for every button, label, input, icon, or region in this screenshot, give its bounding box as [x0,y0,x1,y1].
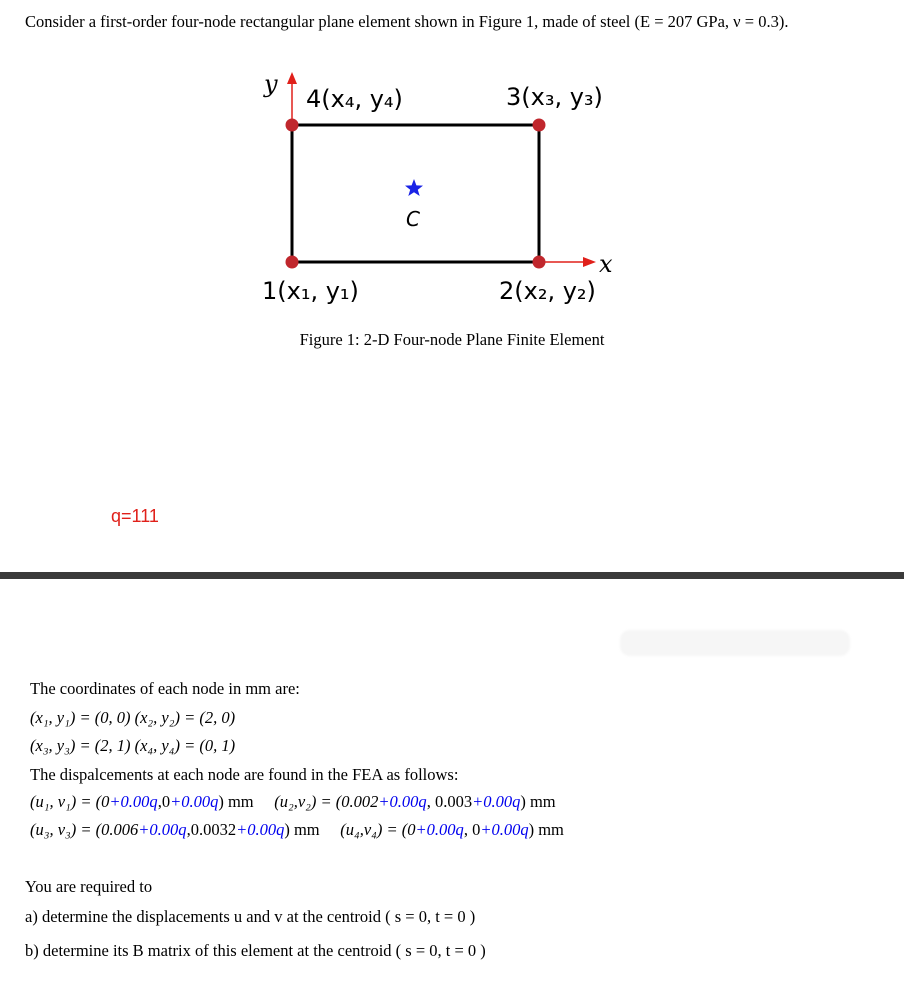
disp-row-1 [30,792,556,812]
disp-node-4-post: ) mm [528,820,564,839]
disp-node-2-q-v: +0.00q [472,792,521,811]
disp-node-4-q-v: +0.00q [480,820,529,839]
disp-node-2-mid: , 0.003 [426,792,473,811]
node-3-marker [533,119,546,132]
coords-row-2: (x₃, y₃) = (2, 1) (x₄, y₄) = (0, 1) [30,736,236,755]
disp-node-4-pre: (u₄,v₄) = (0 [340,820,416,839]
task-a: a) determine the displacements u and v at the centroid ( s = 0, t = 0 ) [25,907,476,926]
disp-node-1-mid: ,0 [157,792,171,811]
disp-node-3-mid: ,0.0032 [186,820,237,839]
centroid-star-icon [405,179,423,196]
node-3-label: 3(x₃, y₃) [506,83,603,111]
coords-heading: The coordinates of each node in mm are: [30,679,300,698]
x-axis-arrowhead [583,257,596,267]
element-rectangle [292,125,539,262]
tasks-heading: You are required to [25,877,153,896]
disp-node-1-q-v: +0.00q [170,792,219,811]
node-4-label: 4(x₄, y₄) [306,85,403,113]
disp-row-2 [30,820,564,840]
centroid-label: C [406,207,420,231]
x-axis-label: x [599,250,613,278]
node-1-marker [286,256,299,269]
y-axis-label: y [264,70,278,98]
disp-node-3-pre: (u₃, v₃) = (0.006 [30,820,139,839]
y-axis-arrowhead [287,72,297,84]
task-b: b) determine its B matrix of this element at the centroid ( s = 0, t = 0 ) [25,941,486,960]
node-2-marker [533,256,546,269]
node-4-marker [286,119,299,132]
disp-node-3-q-v: +0.00q [236,820,285,839]
disp-node-2-q-u: +0.00q [378,792,427,811]
disp-node-4-q-u: +0.00q [415,820,464,839]
faded-background-region [620,630,850,656]
node-2-label: 2(x₂, y₂) [499,277,596,305]
disp-node-3-q-u: +0.00q [138,820,187,839]
element-figure [0,0,904,360]
disp-heading: The dispalcements at each node are found in the FEA as follows: [30,765,459,784]
section-divider [0,572,904,579]
disp-node-3-post: ) mm [284,820,320,839]
disp-node-1-post: ) mm [218,792,254,811]
figure-caption: Figure 1: 2-D Four-node Plane Finite Element [299,330,605,349]
node-1-label: 1(x₁, y₁) [262,277,359,305]
disp-node-2-pre: (u₂,v₂) = (0.002 [274,792,379,811]
coords-row-1: (x₁, y₁) = (0, 0) (x₂, y₂) = (2, 0) [30,708,236,727]
disp-node-1-q-u: +0.00q [109,792,158,811]
disp-node-1-pre: (u₁, v₁) = (0 [30,792,110,811]
problem-intro: Consider a first-order four-node rectangular plane element shown in Figure 1, made of steel (E = 207 GPa, ν = 0.3). [25,12,789,31]
q-value-label: q=111 [111,506,159,526]
disp-node-4-mid: , 0 [463,820,481,839]
disp-node-2-post: ) mm [520,792,556,811]
